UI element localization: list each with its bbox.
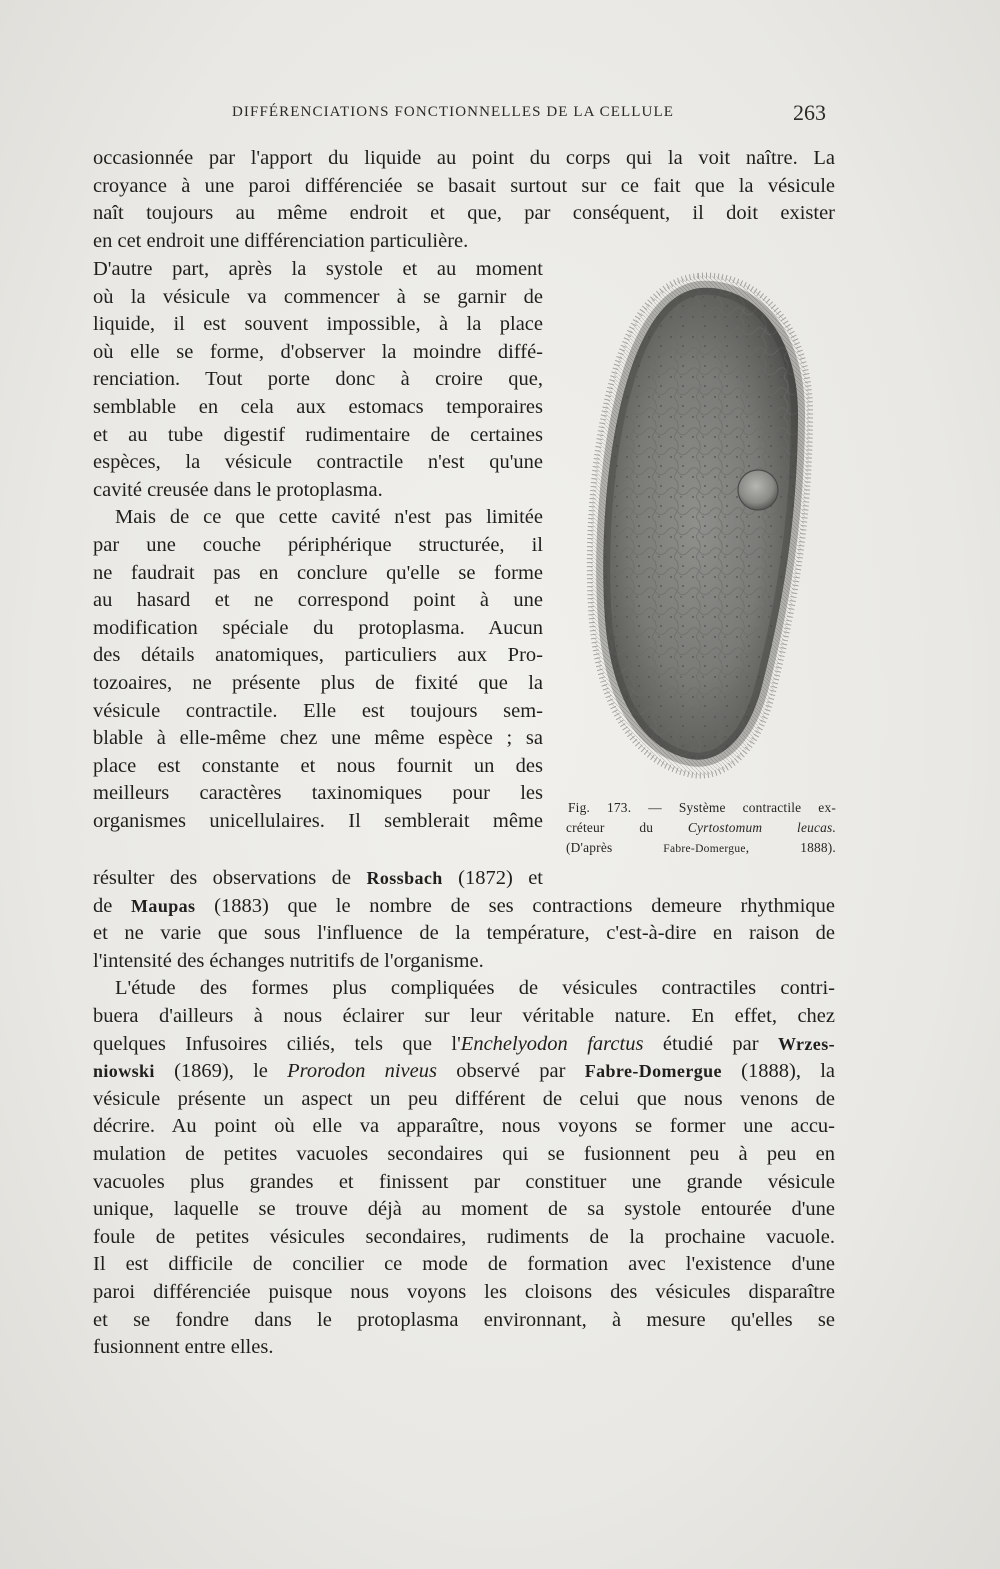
text-line: paroi différenciée puisque nous voyons les cloisons des vésicules disparaître: [93, 1280, 835, 1303]
text-fragment: quelques Infusoires ciliés, tels que l': [93, 1032, 461, 1055]
text-line: des détails anatomiques, particuliers aux Pro-: [93, 644, 543, 667]
text-line: ne faudrait pas en conclure qu'elle se forme: [93, 561, 543, 584]
text-line: [93, 865, 543, 893]
text-fragment: observé par: [437, 1060, 585, 1083]
text-line: naît toujours au même endroit et que, par conséquent, il doit exister: [93, 202, 835, 225]
text-line: l'intensité des échanges nutritifs de l'organisme.: [93, 949, 484, 972]
narrow-column-text: [93, 256, 543, 835]
text-line: en cet endroit une différenciation particulière.: [93, 229, 469, 252]
author-name: Rossbach: [366, 868, 443, 888]
text-line: liquide, il est souvent impossible, à la place: [93, 313, 543, 336]
text-line: organismes unicellulaires. Il semblerait même: [93, 809, 543, 832]
text-fragment: (1872) et: [442, 867, 543, 889]
text-line: où elle se forme, d'observer la moindre diffé-: [93, 340, 543, 363]
caption-species: Cyrtostomum leucas.: [687, 820, 836, 836]
text-line: meilleurs caractères taxinomiques pour les: [93, 782, 543, 805]
text-line: fusionnent entre elles.: [93, 1336, 274, 1359]
text-line: au hasard et ne correspond point à une: [93, 589, 543, 612]
text-line: [93, 1031, 835, 1059]
text-line: place est constante et nous fournit un des: [93, 754, 543, 777]
text-line: D'autre part, après la systole et au moment: [93, 258, 543, 280]
opening-paragraph: [93, 145, 835, 255]
text-line: Il est difficile de concilier ce mode de formation avec l'existence d'une: [93, 1253, 835, 1276]
text-line: vésicule contractile. Elle est toujours sem-: [93, 699, 543, 722]
author-name: Fabre-Domergue: [584, 1061, 722, 1082]
text-line: foule de petites vésicules secondaires, rudiments de la prochaine vacuole.: [93, 1225, 835, 1248]
text-line: et ne varie que sous l'influence de la température, c'est-à-dire en raison de: [93, 922, 835, 945]
running-head: DIFFÉRENCIATIONS FONCTIONNELLES DE LA CELLULE: [232, 104, 674, 120]
figure-caption: [566, 798, 836, 860]
caption-text: — Système contractile ex-: [631, 800, 836, 815]
text-fragment: de: [93, 894, 132, 917]
text-fragment: (1888), la: [721, 1060, 835, 1083]
text-line: espèces, la vésicule contractile n'est qu'une: [93, 451, 543, 474]
text-line: où la vésicule va commencer à se garnir de: [93, 285, 543, 308]
caption-line: [566, 838, 836, 859]
text-line: L'étude des formes plus compliquées de vésicules contractiles contri-: [115, 977, 835, 1000]
text-line: croyance à une paroi différenciée se basait surtout sur ce fait que la vésicule: [93, 174, 835, 197]
caption-text: (D'après: [566, 840, 664, 856]
text-fragment: (1869), le: [154, 1060, 288, 1083]
text-line: renciation. Tout porte donc à croire que,: [93, 368, 543, 391]
text-line: et au tube digestif rudimentaire de certaines: [93, 423, 543, 446]
text-line: tozoaires, ne présente plus de fixité que la: [93, 671, 543, 694]
text-line: unique, laquelle se trouve déjà au moment de sa systole entourée d'une: [93, 1198, 835, 1221]
text-line: blable à elle-même chez une même espèce ; sa: [93, 727, 543, 750]
text-fragment: résulter des observations de: [93, 867, 367, 889]
caption-line: [566, 818, 836, 838]
caption-text: créteur du: [566, 820, 688, 836]
author-name: Wrzes-: [777, 1033, 835, 1054]
ciliate-illustration: [578, 262, 818, 787]
figure-label: Fig. 173.: [568, 800, 632, 815]
text-line: vacuoles plus grandes et finissent par constituer une grande vésicule: [93, 1170, 835, 1193]
text-line: cavité creusée dans le protoplasma.: [93, 478, 383, 501]
author-name: Maupas: [131, 895, 196, 916]
text-line: occasionnée par l'apport du liquide au point du corps qui la voit naître. La: [93, 147, 835, 169]
text-line: [93, 893, 835, 921]
figure-cyrtostomum: [578, 262, 818, 787]
text-line: décrire. Au point où elle va apparaître, nous voyons se former une accu-: [93, 1115, 835, 1138]
caption-text: , 1888).: [745, 840, 836, 856]
text-line: semblable en cela aux estomacs temporaires: [93, 395, 543, 418]
caption-line: [566, 798, 836, 818]
text-line: [93, 1058, 835, 1086]
text-line: buera d'ailleurs à nous éclairer sur leur véritable nature. En effet, chez: [93, 1004, 835, 1027]
text-line: vésicule présente un aspect un peu différent de celui que nous venons de: [93, 1087, 835, 1110]
text-fragment: (1883) que le nombre de ses contractions demeure rhythmique: [195, 894, 835, 917]
species-name: Enchelyodon farctus: [460, 1032, 644, 1055]
species-name: Prorodon niveus: [287, 1060, 437, 1083]
page-number: 263: [793, 100, 826, 125]
text-line: modification spéciale du protoplasma. Aucun: [93, 616, 543, 639]
author-name: niowski: [93, 1061, 155, 1082]
text-fragment: étudié par: [643, 1032, 778, 1055]
text-line: Mais de ce que cette cavité n'est pas limitée: [115, 506, 543, 529]
text-line: mulation de petites vacuoles secondaires qui se fusionnent peu à peu en: [93, 1142, 835, 1165]
caption-author: Fabre-Domergue: [663, 843, 746, 856]
text-line: par une couche périphérique structurée, il: [93, 533, 543, 556]
closing-paragraphs: [93, 865, 835, 1362]
text-line: et se fondre dans le protoplasma environnant, à mesure qu'elles se: [93, 1308, 835, 1331]
